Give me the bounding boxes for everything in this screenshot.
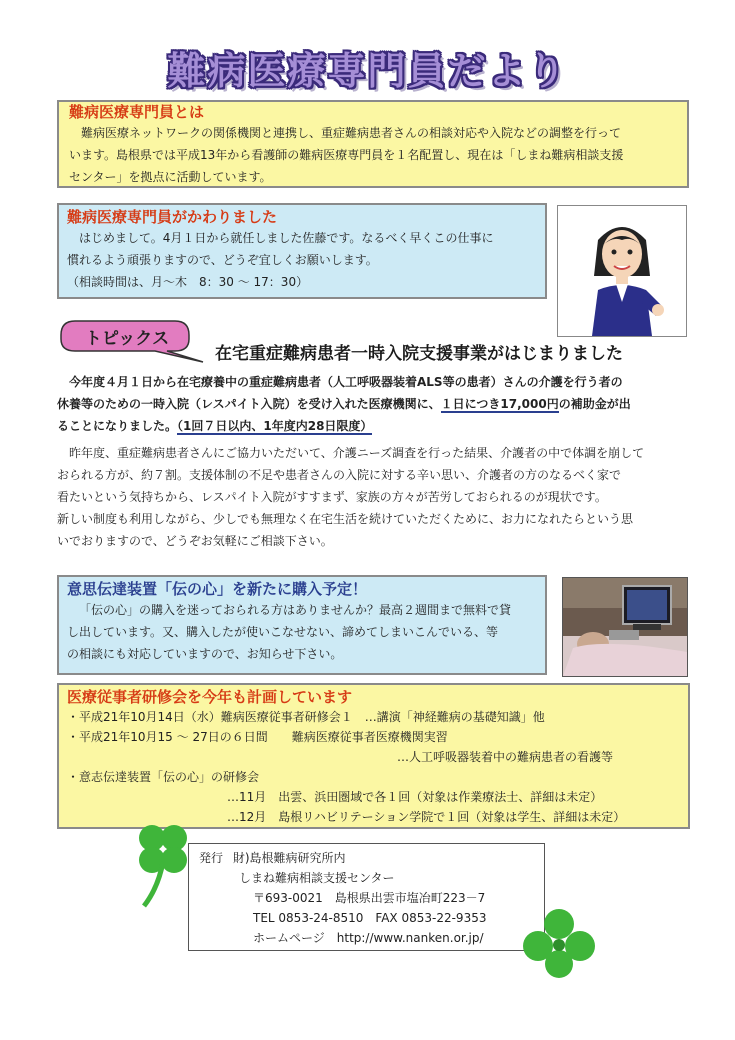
topics-lead [57,371,690,437]
staff-change-box [57,203,547,299]
subsidy-amount: １日につき17,000円 [440,397,559,411]
masthead [110,40,625,100]
publisher-box [188,843,545,951]
topics-lead-line-2-tail: の補助金が出 [558,397,631,411]
publisher-address: 〒693-0021 島根県出雲市塩冶町223－7 [253,891,486,905]
topics-body-line-2: おられる方が、約７割。支援体制の不足や患者さんの入院に対する辛い思い、介護者の方のなるべく家で [57,468,622,482]
intro-line-1: 難病医療ネットワークの関係機関と連携し、重症難病患者さんの相談対応や入院などの調整を行って [81,126,622,140]
topics-title: 在宅重症難病患者一時入院支援事業がはじまりました [215,344,623,364]
topics-lead-line-2 [57,393,690,415]
clover-icon [520,906,598,986]
masthead-title: 難病医療専門員だより [167,49,568,93]
training-line-4: ・意志伝達装置「伝の心」の研修会 [67,770,260,784]
publisher-website: ホームページ http://www.nanken.or.jp/ [253,931,484,945]
clover-decoration-right [520,906,598,986]
training-line-6: …12月 島根リハビリテーション学院で１回（対象は学生、詳細は未定） [227,810,626,824]
stay-limit: （1回７日以内、1年度内28日限度） [177,419,373,433]
topics-bubble [57,318,207,364]
publisher-center: しまね難病相談支援センター [239,871,395,885]
device-line-2: し出しています。又、購入したが使いこなせない、諦めてしまいこんでいる、等 [67,625,499,639]
topics-body [57,442,690,552]
topics-lead-line-2-start: 休養等のための一時入院（レスパイト入院）を受け入れた医療機関に、 [57,397,441,411]
staff-change-line-1: はじめまして。4月１日から就任しました佐藤です。なるべく早くこの仕事に [79,231,494,245]
intro-line-2: います。島根県では平成13年から看護師の難病医療専門員を１名配置し、現在は「しまね難病相談支援 [69,148,624,162]
training-line-5: …11月 出雲、浜田圏域で各１回（対象は作業療法士、詳細は未定） [227,790,603,804]
training-box [57,683,690,829]
publisher-org-row [199,848,534,868]
topics-body-line-4: 新しい制度も利用しながら、少しでも無理なく在宅生活を続けていただくために、お力になれたらという思 [57,512,634,526]
topics-body-line-5: いでおりますので、どうぞお気軽にご相談下さい。 [57,534,333,548]
training-line-2: ・平成21年10月15 〜 27日の６日間 難病医療従事者医療機関実習 [67,730,448,744]
publisher-org: 財)島根難病研究所内 [232,851,346,865]
intro-heading: 難病医療専門員とは [69,103,205,121]
training-line-3: …人工呼吸器装着中の難病患者の看護等 [397,750,614,764]
training-heading: 医療従事者研修会を今年も計画しています [67,688,353,706]
topics-lead-line-1: 今年度４月１日から在宅療養中の重症難病患者（人工呼吸器装着ALS等の患者）さんの介護を行う者の [69,375,623,389]
staff-change-line-3: （相談時間は、月〜木 8：30 〜 17：30） [67,275,309,289]
device-box [57,575,547,675]
topics-body-line-1: 昨年度、重症難病患者さんにご協力いただいて、介護ニーズ調査を行った結果、介護者の中で体調を崩して [69,446,645,460]
intro-box [57,100,689,188]
staff-change-heading: 難病医療専門員がかわりました [67,208,278,226]
staff-caricature-icon [558,206,686,336]
training-line-1: ・平成21年10月14日（水）難病医療従事者研修会１ …講演「神経難病の基礎知識」他 [67,710,545,724]
topics-lead-line-3 [57,415,690,437]
device-line-3: の相談にも対応していますので、お知らせ下さい。 [67,647,343,661]
staff-change-line-2: 慣れるよう頑張りますので、どうぞ宜しくお願いします。 [67,253,378,267]
device-heading: 意思伝達装置「伝の心」を新たに購入予定！ [67,580,368,598]
topics-body-line-3: 看たいという気持ちから、レスパイト入院がすすまず、家族の方々が苦労しておられるのが現状です。 [57,490,607,504]
publisher-phone: TEL 0853-24-8510 FAX 0853-22-9353 [253,911,487,925]
staff-illustration [557,205,687,337]
patient-device-photo-icon [563,578,687,676]
topics-label: トピックス [84,329,170,349]
device-line-1: 「伝の心」の購入を迷っておられる方はありませんか？最高２週間まで無料で貸 [79,603,512,617]
intro-line-3: センター」を拠点に活動しています。 [69,170,272,184]
topics-lead-line-3-start: ることになりました。 [57,419,178,433]
publisher-label: 発行 [199,851,224,865]
device-photo [562,577,688,677]
